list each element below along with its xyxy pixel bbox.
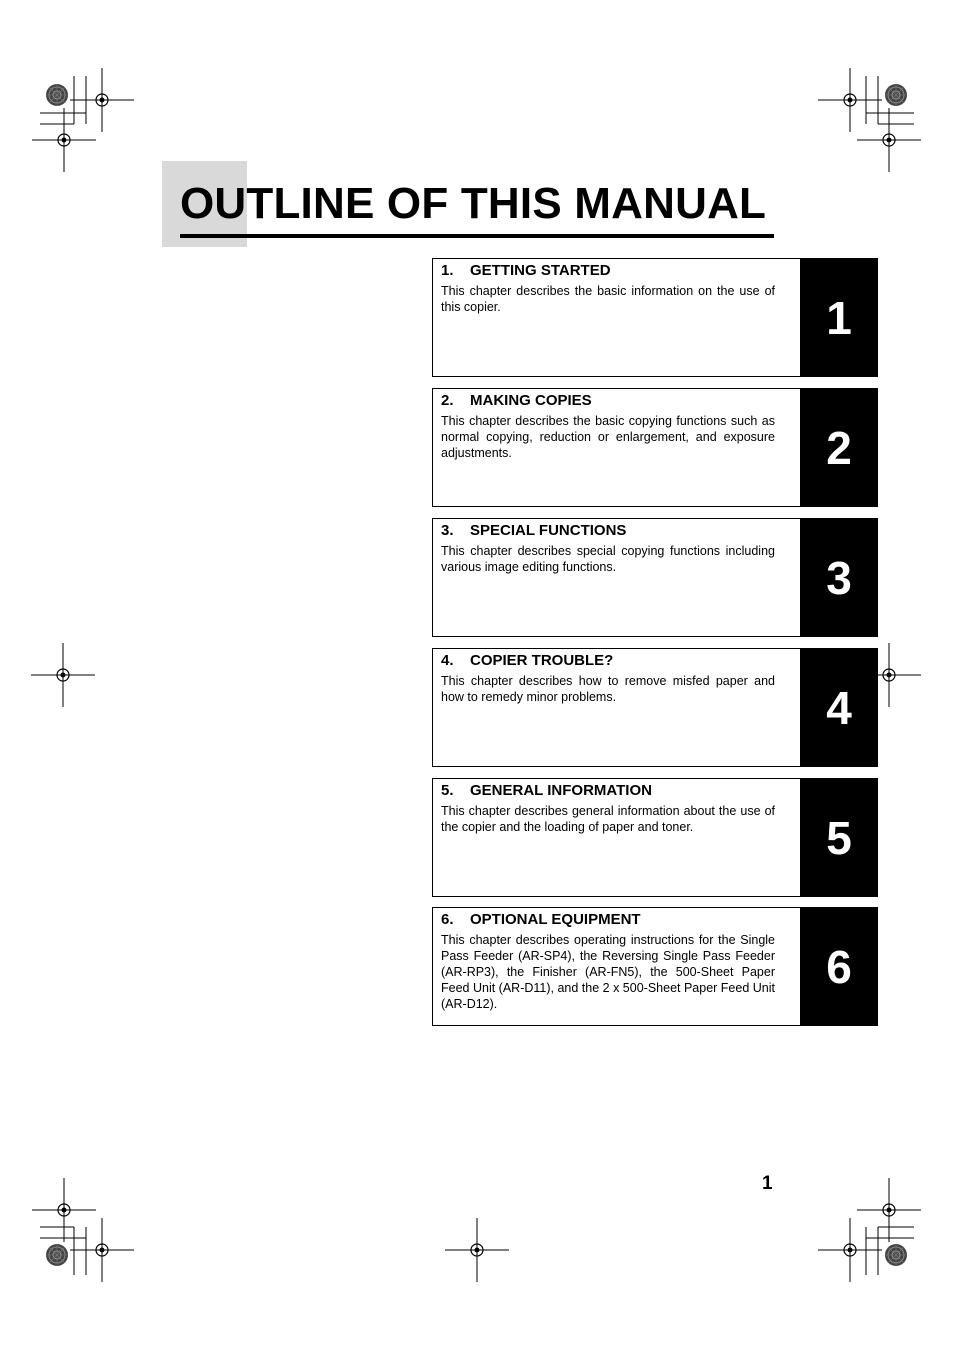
chapter-tab: 6	[800, 907, 878, 1026]
chapter-title: COPIER TROUBLE?	[470, 652, 614, 669]
page-title: OUTLINE OF THIS MANUAL	[180, 179, 767, 228]
chapter-5-entry[interactable]	[432, 778, 878, 897]
chapter-number: 5.	[441, 782, 454, 799]
chapter-tab: 4	[800, 648, 878, 767]
chapter-1-entry[interactable]	[432, 258, 878, 377]
chapter-heading	[441, 782, 652, 800]
crop-mark-top-left	[32, 68, 134, 172]
chapter-description: This chapter describes general information about the use of the copier and the loading of paper and toner.	[441, 804, 775, 834]
chapter-3-entry[interactable]	[432, 518, 878, 637]
chapter-description: This chapter describes operating instructions for the Single Pass Feeder (AR-SP4), the Reversing Single Pass Feeder (AR-RP3), the Finisher (AR-FN5), the 500-Sheet Paper Feed Unit (AR-D11), and the 2 x 500-Sheet Paper Feed Unit (AR-D12).	[441, 933, 775, 1011]
registration-mark-bottom-center	[445, 1218, 509, 1282]
chapter-description: This chapter describes special copying functions including various image editing functions.	[441, 544, 775, 574]
chapter-4-entry[interactable]	[432, 648, 878, 767]
chapter-box	[432, 648, 801, 767]
page-number: 1	[762, 1173, 773, 1194]
title-underline	[180, 234, 774, 238]
chapter-heading	[441, 652, 613, 670]
chapter-title: GETTING STARTED	[470, 262, 611, 279]
chapter-box	[432, 907, 801, 1026]
chapter-description: This chapter describes the basic information on the use of this copier.	[441, 284, 775, 314]
chapter-number: 6.	[441, 911, 454, 928]
chapter-title: GENERAL INFORMATION	[470, 782, 652, 799]
chapter-box	[432, 518, 801, 637]
chapter-box	[432, 258, 801, 377]
registration-mark-left	[31, 643, 95, 707]
chapter-6-entry[interactable]	[432, 907, 878, 1026]
chapter-box	[432, 388, 801, 507]
chapter-description: This chapter describes the basic copying functions such as normal copying, reduction or enlargement, and exposure adjustments.	[441, 414, 775, 460]
chapter-description: This chapter describes how to remove misfed paper and how to remedy minor problems.	[441, 674, 775, 704]
chapter-2-entry[interactable]	[432, 388, 878, 507]
crop-mark-bottom-right	[818, 1178, 921, 1282]
chapter-title: SPECIAL FUNCTIONS	[470, 522, 627, 539]
chapter-tab: 5	[800, 778, 878, 897]
chapter-title: MAKING COPIES	[470, 392, 592, 409]
chapter-title: OPTIONAL EQUIPMENT	[470, 911, 641, 928]
chapter-tab: 2	[800, 388, 878, 507]
chapter-number: 2.	[441, 392, 454, 409]
chapter-number: 4.	[441, 652, 454, 669]
chapter-number: 3.	[441, 522, 454, 539]
chapter-number: 1.	[441, 262, 454, 279]
chapter-heading	[441, 392, 592, 410]
chapter-box	[432, 778, 801, 897]
chapter-tab: 3	[800, 518, 878, 637]
crop-mark-top-right	[818, 68, 921, 172]
chapter-heading	[441, 911, 641, 929]
crop-mark-bottom-left	[32, 1178, 134, 1282]
chapter-heading	[441, 522, 626, 540]
chapter-tab: 1	[800, 258, 878, 377]
chapter-heading	[441, 262, 611, 280]
